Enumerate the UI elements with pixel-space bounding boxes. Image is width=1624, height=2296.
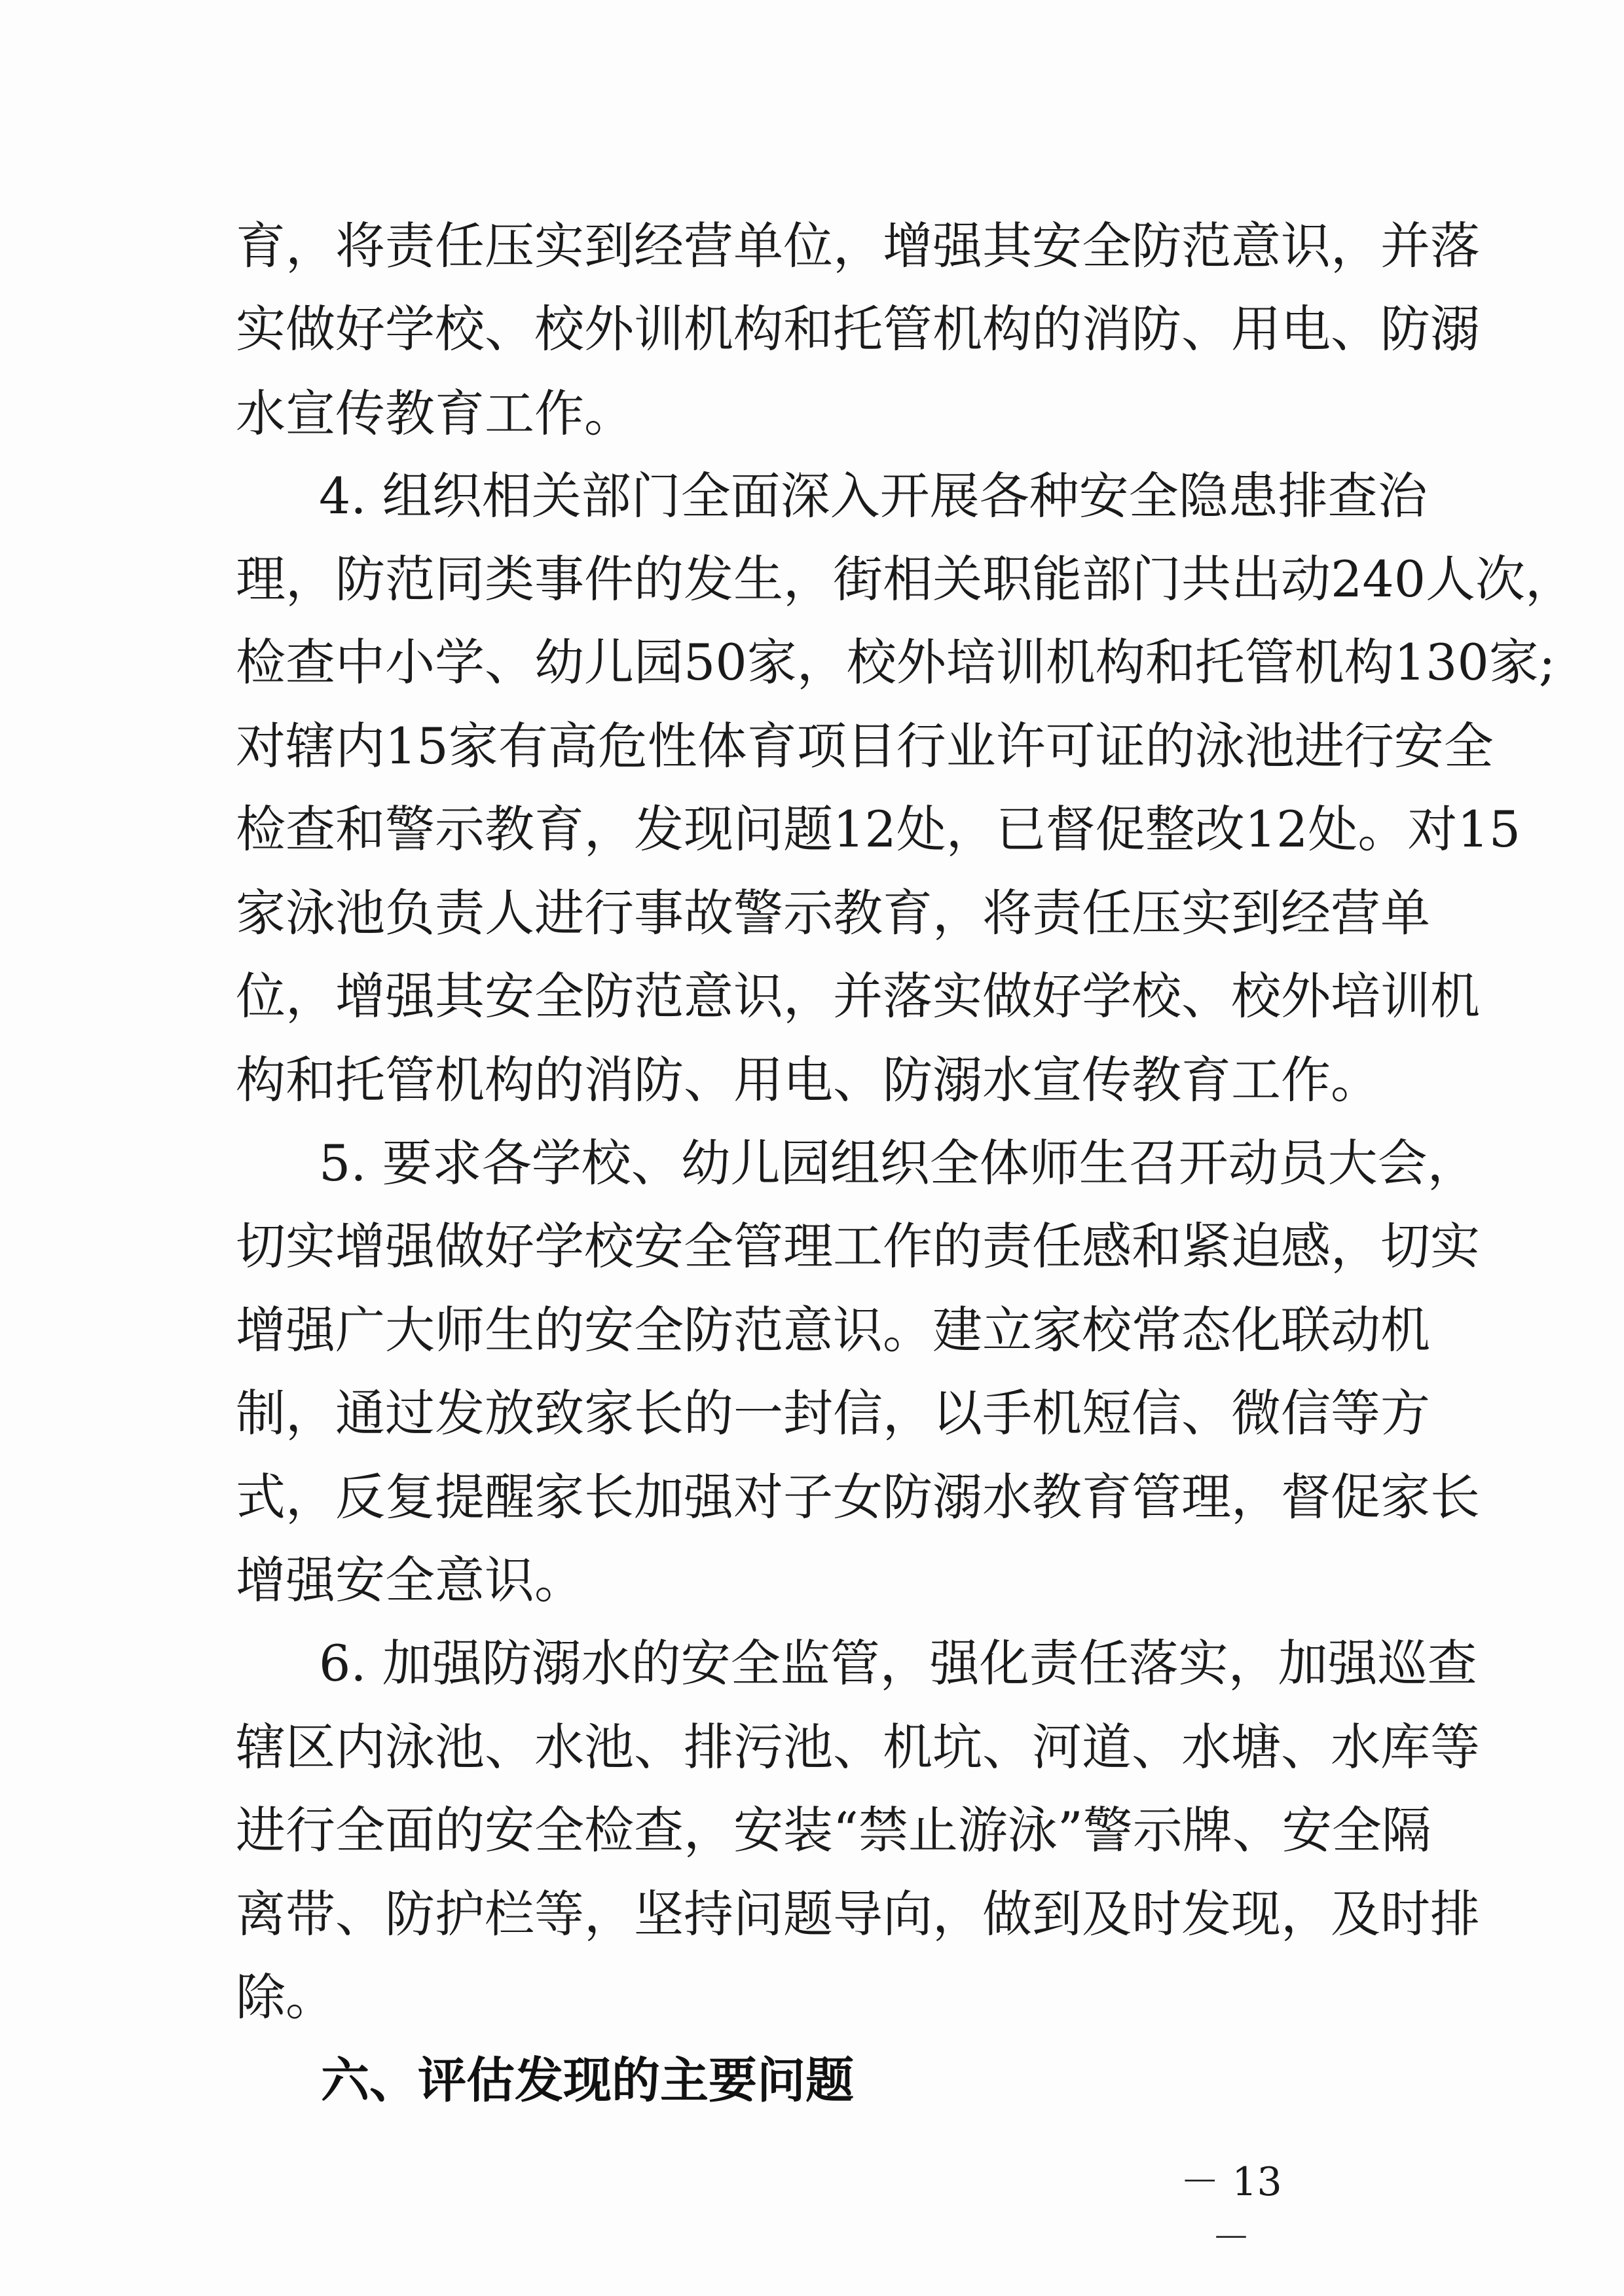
text-line: 增强安全意识。 — [236, 1551, 584, 1609]
text-line: 位，增强其安全防范意识，并落实做好学校、校外培训机 — [236, 967, 1480, 1025]
text-line: 式，反复提醒家长加强对子女防溺水教育管理，督促家长 — [236, 1468, 1480, 1526]
text-line: 增强广大师生的安全防范意识。建立家校常态化联动机 — [236, 1301, 1430, 1359]
text-line: 切实增强做好学校安全管理工作的责任感和紧迫感，切实 — [236, 1217, 1480, 1275]
text-line: 对辖内15家有高危性体育项目行业许可证的泳池进行安全 — [236, 717, 1494, 775]
text-line: 实做好学校、校外训机构和托管机构的消防、用电、防溺 — [236, 300, 1480, 358]
text-line: 进行全面的安全检查，安装“禁止游泳”警示牌、安全隔 — [236, 1801, 1431, 1859]
text-line: 家泳池负责人进行事故警示教育，将责任压实到经营单 — [236, 884, 1430, 942]
page-number: － 13 － — [1180, 2159, 1282, 2261]
text-line: 6. 加强防溺水的安全监管，强化责任落实，加强巡查 — [319, 1634, 1477, 1692]
text-line: 构和托管机构的消防、用电、防溺水宣传教育工作。 — [236, 1051, 1380, 1109]
text-line: 4. 组织相关部门全面深入开展各种安全隐患排查治 — [319, 467, 1428, 525]
text-line: 辖区内泳池、水池、排污池、机坑、河道、水塘、水库等 — [236, 1718, 1480, 1776]
text-line: 5. 要求各学校、幼儿园组织全体师生召开动员大会， — [319, 1134, 1477, 1192]
text-line: 水宣传教育工作。 — [236, 384, 634, 443]
text-line: 育，将责任压实到经营单位，增强其安全防范意识，并落 — [236, 217, 1480, 275]
text-line: 制，通过发放致家长的一封信，以手机短信、微信等方 — [236, 1384, 1430, 1442]
text-line: 除。 — [236, 1968, 335, 2026]
text-line: 理，防范同类事件的发生，街相关职能部门共出动240人次， — [236, 550, 1576, 608]
text-line: 离带、防护栏等，坚持问题导向，做到及时发现，及时排 — [236, 1885, 1480, 1943]
section-heading: 六、评估发现的主要问题 — [321, 2052, 854, 2109]
text-line: 检查和警示教育，发现问题12处，已督促整改12处。对15 — [236, 800, 1521, 858]
text-line: 检查中小学、幼儿园50家，校外培训机构和托管机构130家; — [236, 633, 1556, 691]
